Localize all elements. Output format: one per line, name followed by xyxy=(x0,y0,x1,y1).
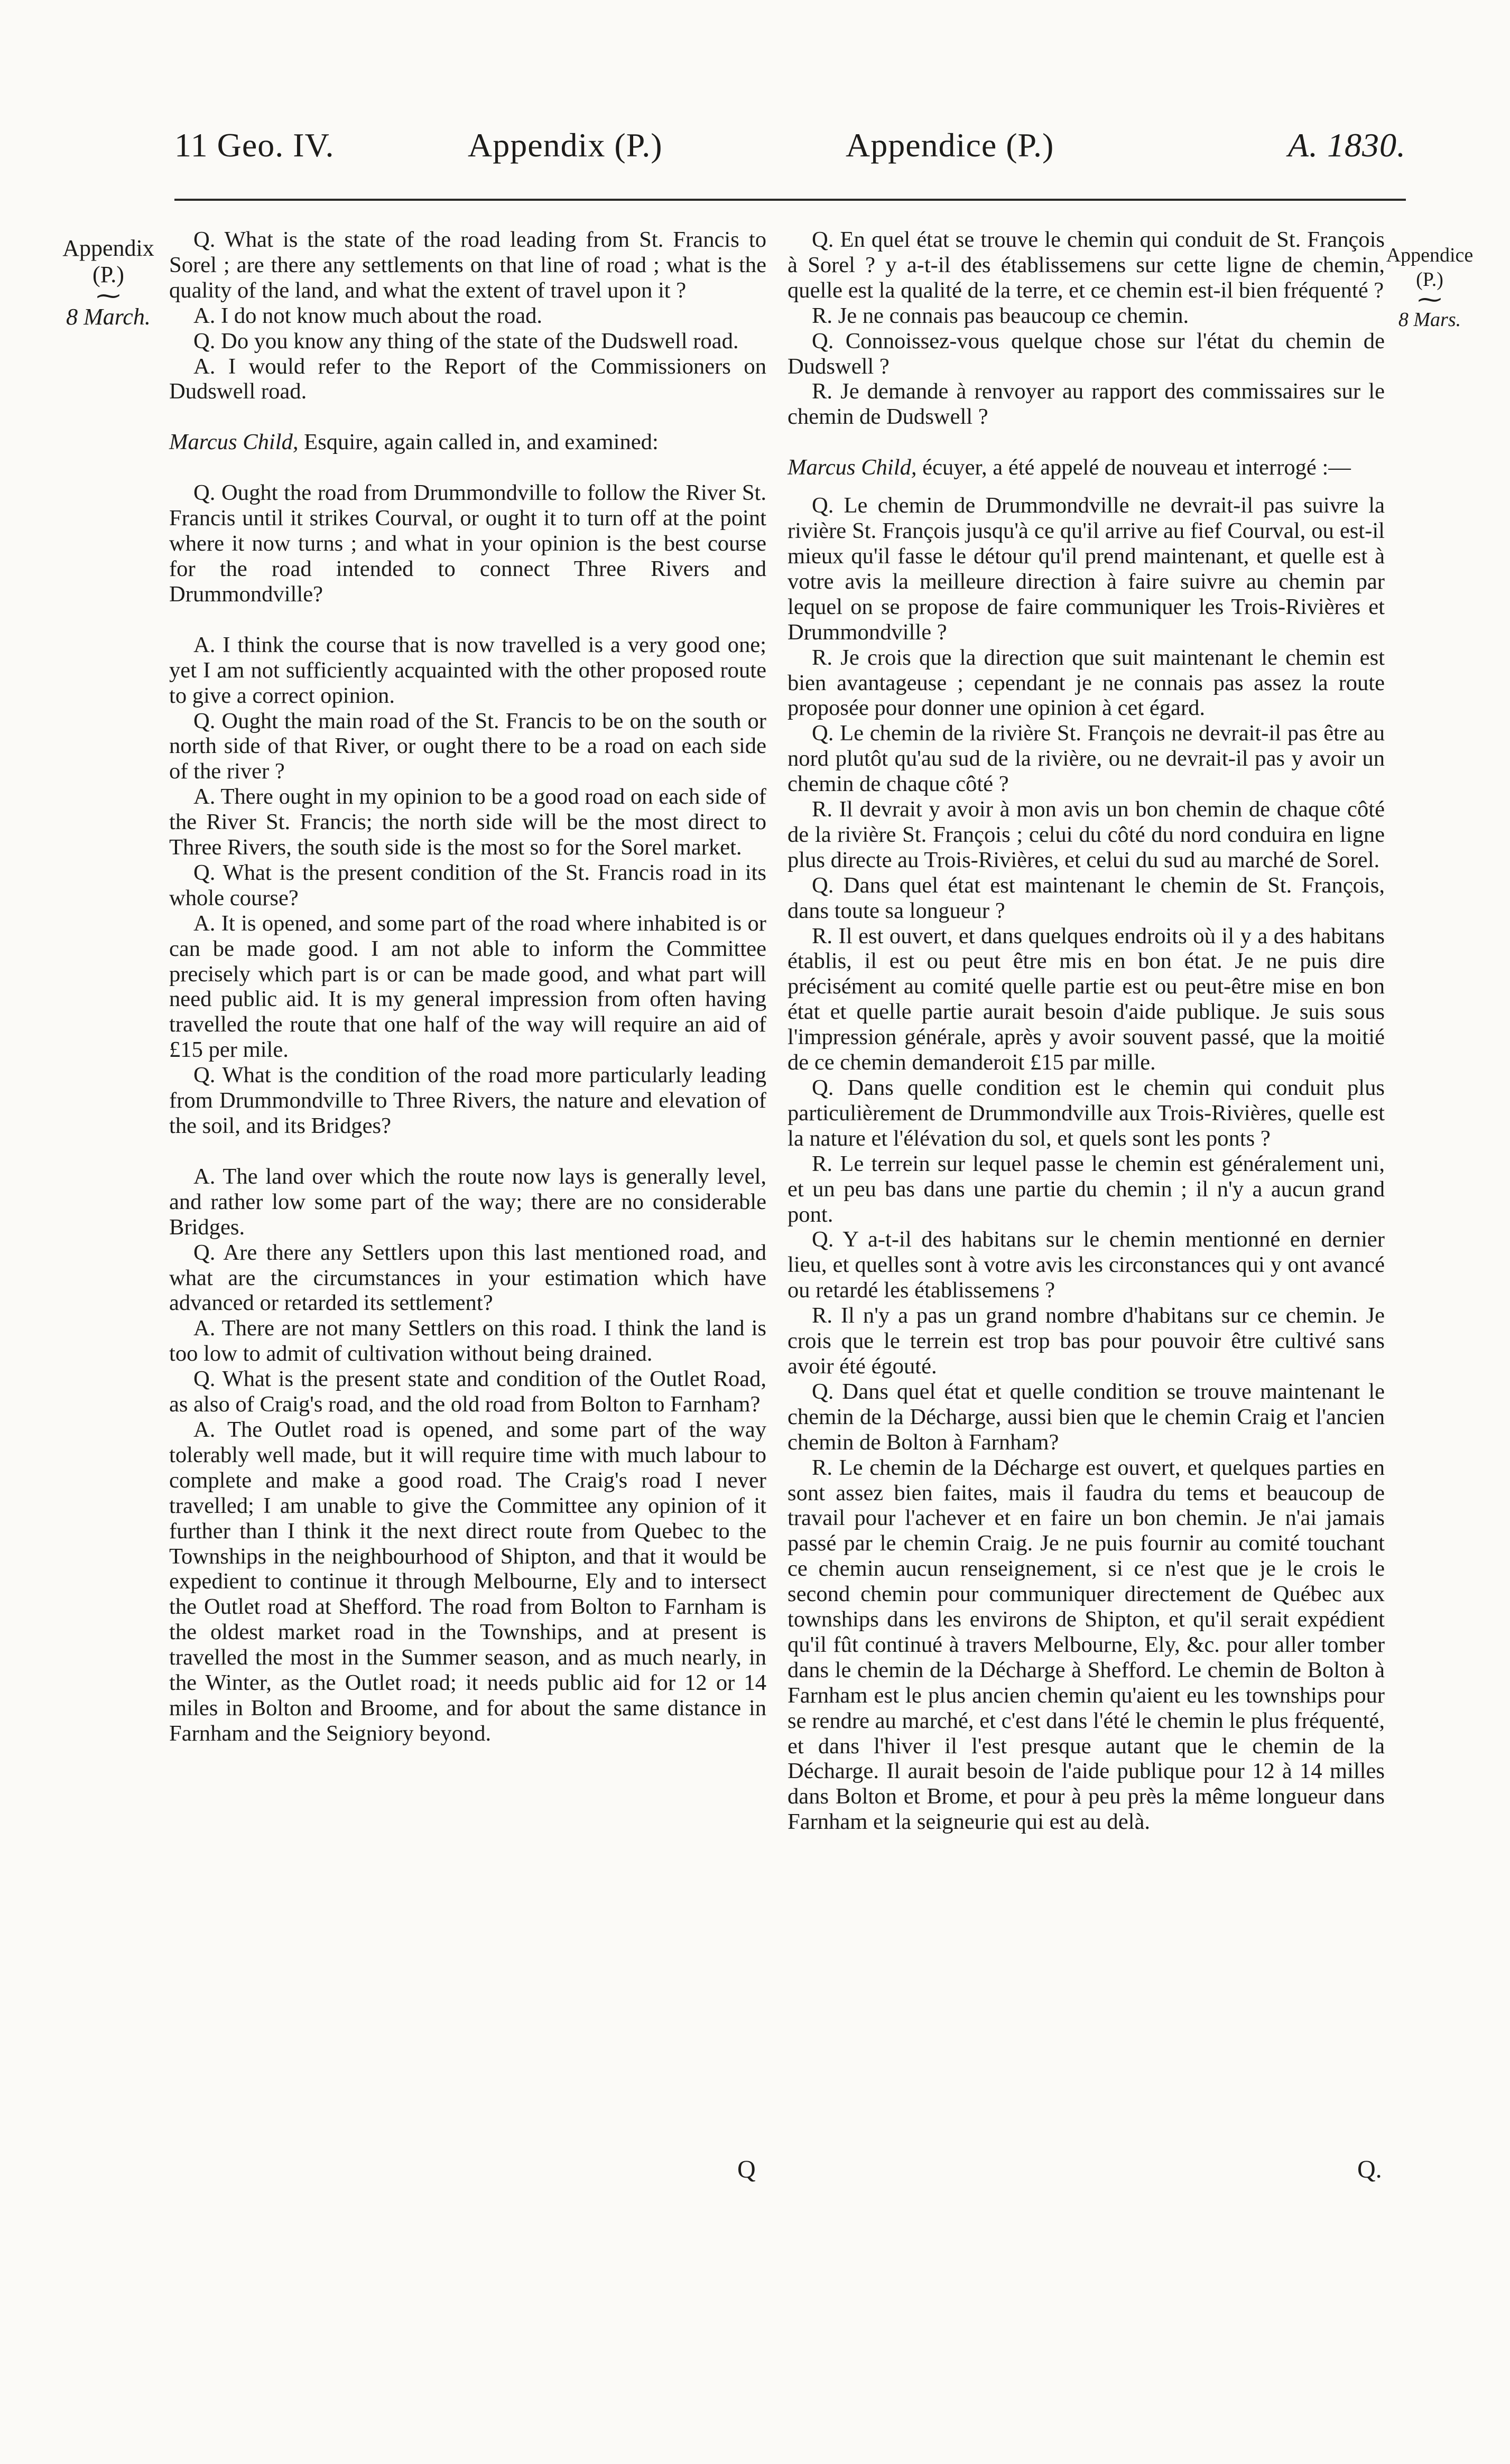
answer-paragraph: R. Je demande à renvoyer au rapport des commissaires sur le chemin de Dudswell ? xyxy=(788,379,1385,430)
margin-title: Appendix xyxy=(62,235,154,261)
question-paragraph: Q. Dans quel état est maintenant le chemin de St. François, dans toute sa longueur ? xyxy=(788,872,1385,923)
question-paragraph: Q. En quel état se trouve le chemin qui conduit de St. François à Sorel ? y a-t-il des établissemens sur cette ligne de chemin, quelle est la qualité de la terre, et ce chemin est-il bien fréquenté ? xyxy=(788,227,1385,303)
answer-paragraph: R. Le chemin de la Décharge est ouvert, et quelques parties en sont assez bien faites, mais il faudra du tems et beaucoup de travail pour l'achever et en faire un bon chemin. Je n'ai jamais passé par le chemin Craig. Je ne puis fournir au comité touchant ce chemin aucun renseignement, si ce n'est que je le crois le second chemin pour communiquer directement de Québec aux townships dans les environs de Shipton, et qu'il serait expédient qu'il fût continué à travers Melbourne, Ely, &c. pour aller tomber dans le chemin de la Décharge à Shefford. Le chemin de Bolton à Farnham est le plus ancien chemin qu'aient eu les townships pour se rendre au marché, et c'est dans l'été le chemin le plus fréquenté, et dans l'hiver il l'est presque autant que le chemin de la Décharge. Il aurait besoin de l'aide publique pour 12 à 14 milles dans Bolton et Brome, et pour à peu près la même longueur dans Farnham et la seigneurie qui est au delà. xyxy=(788,1455,1385,1835)
margin-swash: ⁓ xyxy=(96,282,121,309)
answer-paragraph: R. Il devrait y avoir à mon avis un bon chemin de chaque côté de la rivière St. François ; celui du côté du nord conduira en ligne plus directe au Trois-Rivières, et celui du sud au marché de Sorel. xyxy=(788,797,1385,872)
appendix-title-french: Appendice (P.) xyxy=(846,126,1054,164)
page-header xyxy=(174,126,1406,176)
signature-mark: Q xyxy=(737,2155,756,2183)
margin-title: Appendice xyxy=(1386,244,1474,266)
question-paragraph: Q. What is the condition of the road more particularly leading from Drummondville to Three Rivers, the nature and elevation of the soil, and its Bridges? xyxy=(169,1063,766,1138)
margin-date: 8 March. xyxy=(66,304,151,330)
margin-note-right xyxy=(1374,243,1485,332)
witness-heading xyxy=(169,430,766,455)
answer-paragraph: R. Le terrein sur lequel passe le chemin est généralement uni, et un peu bas dans une partie du chemin ; il n'y a aucun grand pont. xyxy=(788,1151,1385,1227)
margin-date: 8 Mars. xyxy=(1398,309,1461,331)
question-paragraph: Q. Ought the road from Drummondville to follow the River St. Francis until it strikes Courval, or ought it to turn off at the point where it now turns ; and what in your opinion is the best course for the road intended to connect Three Rivers and Drummondville? xyxy=(169,480,766,607)
french-column xyxy=(788,227,1385,1835)
question-paragraph: Q. Dans quel état et quelle condition se trouve maintenant le chemin de la Décharge, aussi bien que le chemin Craig et l'ancien chemin de Bolton à Farnham? xyxy=(788,1379,1385,1455)
witness-heading-text: Esquire, again called in, and examined: xyxy=(298,430,659,455)
appendix-title-english: Appendix (P.) xyxy=(468,126,663,164)
margin-swash: ⁓ xyxy=(1418,286,1442,313)
answer-paragraph: R. Il n'y a pas un grand nombre d'habitans sur ce chemin. Je crois que le terrein est trop bas pour pouvoir être cultivé sans avoir été égouté. xyxy=(788,1303,1385,1379)
catchword: Q. xyxy=(1357,2155,1382,2183)
english-column xyxy=(169,227,766,1746)
question-paragraph: Q. Le chemin de la rivière St. François ne devrait-il pas être au nord plutôt qu'au sud de la rivière, ou ne devrait-il pas y avoir un chemin de chaque côté ? xyxy=(788,721,1385,797)
question-paragraph: Q. What is the present condition of the St. Francis road in its whole course? xyxy=(169,860,766,910)
answer-paragraph: R. Il est ouvert, et dans quelques endroits où il y a des habitans établis, il est ou peut être mis en bon état. Je ne puis dire précisément au comité quelle partie est ou peut-être mise en bon état et quelle partie aurait besoin d'aide publique. Je suis sous l'impression générale, après y avoir souvent passé, que la moitié de ce chemin demanderoit £15 par mille. xyxy=(788,923,1385,1075)
question-paragraph: Q. What is the state of the road leading from St. Francis to Sorel ; are there any settlements on that line of road ; what is the quality of the land, and what the extent of travel upon it ? xyxy=(169,227,766,303)
question-paragraph: Q. Do you know any thing of the state of the Dudswell road. xyxy=(193,328,739,354)
answer-paragraph: A. I do not know much about the road. xyxy=(193,303,543,328)
question-paragraph: Q. Are there any Settlers upon this last mentioned road, and what are the circumstances in your estimation which have advanced or retarded its settlement? xyxy=(169,1240,766,1316)
answer-paragraph: A. The Outlet road is opened, and some part of the way tolerably well made, but it will require time with much labour to complete and make a good road. The Craig's road I never travelled; I am unable to give the Committee any opinion of it further than I think it the next direct route from Quebec to the Townships in the neighbourhood of Shipton, and that it would be expedient to continue it through Melbourne, Ely and to intersect the Outlet road at Shefford. The road from Bolton to Farnham is the oldest market road in the Townships, and at present is travelled the most in the Summer season, and as much nearly, in the Winter, as the Outlet road; it needs public aid for 12 or 14 miles in Bolton and Broome, and for about the same distance in Farnham and the Seigniory beyond. xyxy=(169,1417,766,1746)
question-paragraph: Q. Ought the main road of the St. Francis to be on the south or north side of that River, or ought there to be a road on each side of the river ? xyxy=(169,708,766,784)
answer-paragraph: A. It is opened, and some part of the road where inhabited is or can be made good. I am not able to inform the Committee precisely which part is or can be made good, and what part will need public aid. It is my general impression from often having travelled the route that one half of the way will require an aid of £15 per mile. xyxy=(169,910,766,1063)
answer-paragraph: A. The land over which the route now lays is generally level, and rather low some part of the way; there are no considerable Bridges. xyxy=(169,1164,766,1240)
question-paragraph: Q. What is the present state and condition of the Outlet Road, as also of Craig's road, and the old road from Bolton to Farnham? xyxy=(169,1366,766,1417)
answer-paragraph: R. Je ne connais pas beaucoup ce chemin. xyxy=(812,303,1189,328)
answer-paragraph: R. Je crois que la direction que suit maintenant le chemin est bien avantageuse ; cependant je ne connais pas assez la route proposée pour donner une opinion à cet égard. xyxy=(788,645,1385,721)
witness-name: Marcus Child, xyxy=(788,455,917,480)
question-paragraph: Q. Y a-t-il des habitans sur le chemin mentionné en dernier lieu, et quelles sont à votre avis les circonstances qui y ont avancé ou retardé les établissemens ? xyxy=(788,1227,1385,1303)
witness-name: Marcus Child, xyxy=(169,430,299,455)
header-rule xyxy=(174,199,1406,201)
answer-paragraph: A. I think the course that is now travelled is a very good one; yet I am not sufficiently acquainted with the other proposed route to give a correct opinion. xyxy=(169,632,766,708)
session-label: 11 Geo. IV. xyxy=(174,126,335,164)
margin-letter: (P.) xyxy=(92,262,124,287)
witness-heading-text: écuyer, a été appelé de nouveau et interrogé :— xyxy=(916,455,1351,480)
witness-heading xyxy=(788,455,1385,480)
margin-note-left xyxy=(42,235,174,330)
year-label: A. 1830. xyxy=(1287,126,1406,164)
question-paragraph: Q. Le chemin de Drummondville ne devrait-il pas suivre la rivière St. François jusqu'à ce qu'il arrive au fief Courval, ou est-il mieux qu'il fasse le détour qu'il prend maintenant, et quelle est à votre avis la meilleure direction à faire suivre au chemin par lequel on se propose de faire communiquer les Trois-Rivières et Drummondville ? xyxy=(788,493,1385,645)
answer-paragraph: A. There are not many Settlers on this road. I think the land is too low to admit of cultivation without being drained. xyxy=(169,1316,766,1366)
question-paragraph: Q. Connoissez-vous quelque chose sur l'état du chemin de Dudswell ? xyxy=(788,328,1385,379)
question-paragraph: Q. Dans quelle condition est le chemin qui conduit plus particulièrement de Drummondville aux Trois-Rivières, quelle est la nature et l'élévation du sol, et quels sont les ponts ? xyxy=(788,1075,1385,1151)
answer-paragraph: A. There ought in my opinion to be a good road on each side of the River St. Francis; the north side will be the most direct to Three Rivers, the south side is the most so for the Sorel market. xyxy=(169,784,766,860)
answer-paragraph: A. I would refer to the Report of the Commissioners on Dudswell road. xyxy=(169,354,766,404)
margin-letter: (P.) xyxy=(1416,268,1443,291)
